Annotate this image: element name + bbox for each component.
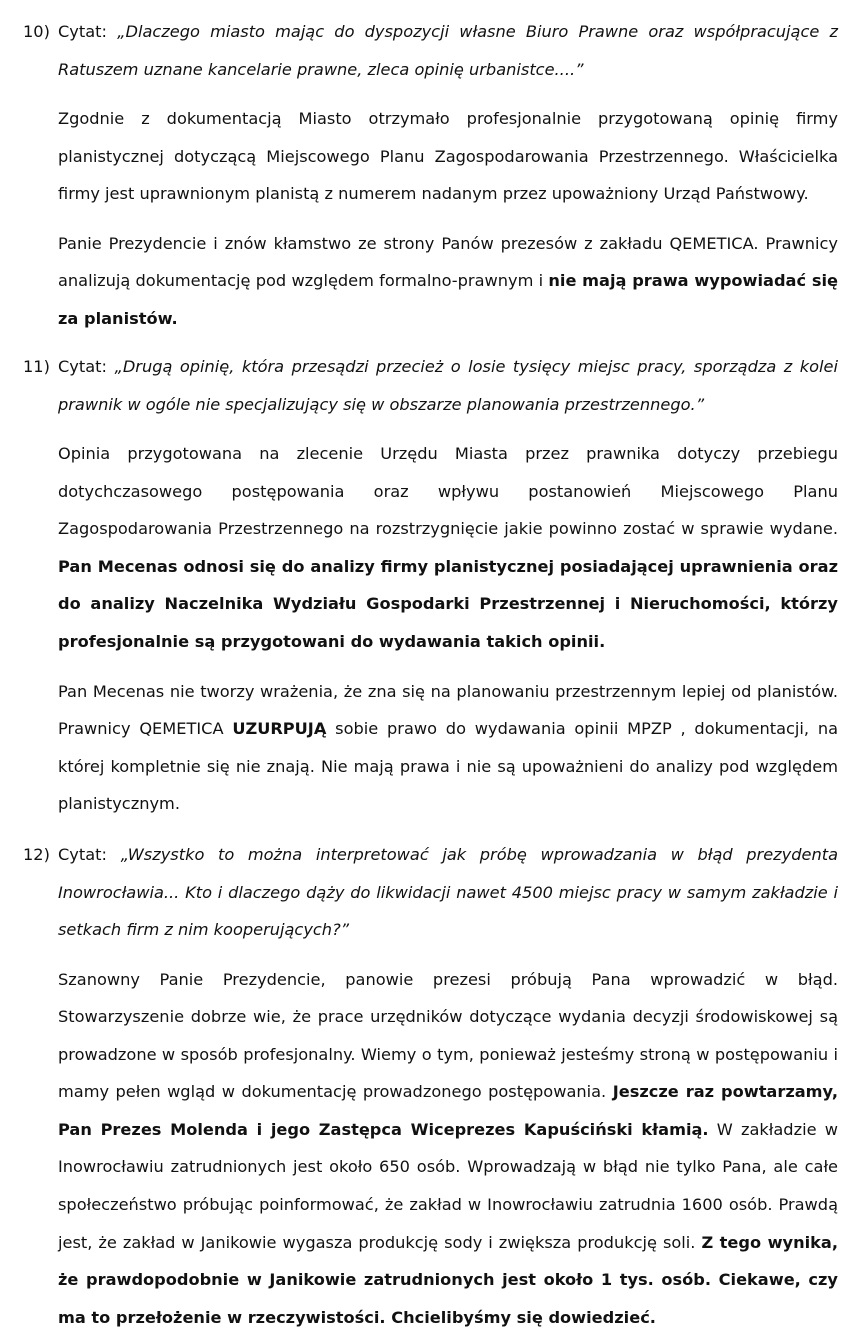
paragraph-text: Opinia przygotowana na zlecenie Urzędu Miasta przez prawnika dotyczy przebiegu dotychczasowego postępowania oraz wpływu postanowień Miejscowego Planu Zagospodarowania Przestrzennego na rozstrzygnięcie jakie powinno zostać w sprawie wydane. [58, 444, 838, 539]
item-content [58, 13, 838, 338]
quote-text: „Drugą opinię, która przesądzi przecież o losie tysięcy miejsc pracy, sporządza z kolei prawnik w ogóle nie specjalizujący się w obszarze planowania przestrzennego.” [58, 357, 838, 414]
paragraph-text: Panie Prezydencie i znów kłamstwo ze strony Panów prezesów z zakładu QEMETICA. Prawnicy analizują dokumentację pod względem formalno-prawnym i [58, 233, 838, 291]
bold-text: UZURPUJĄ [232, 719, 327, 739]
cytat-label: Cytat: [58, 22, 107, 41]
item-content [58, 348, 838, 823]
item-number: 12) [23, 845, 50, 864]
paragraph-text: W zakładzie w Inowrocławiu zatrudnionych jest około 650 osób. Wprowadzają w błąd nie tylko Pana, ale całe społeczeństwo próbując poinformować, że zakład w Inowrocławiu zatrudnia 1600 osób. Prawdą jest, że zakład w Janikowie wygasza produkcję sody i zwiększa produkcję soli. [58, 1119, 838, 1252]
cytat-label: Cytat: [58, 357, 107, 376]
item-number: 11) [23, 357, 50, 376]
item-content [58, 836, 838, 1336]
response-paragraph [58, 225, 838, 338]
paragraph-text: Szanowny Panie Prezydencie, panowie prezesi próbują Pana wprowadzić w błąd. Stowarzyszenie dobrze wie, że prace urzędników dotyczące wydania decyzji środowiskowej są prowadzone w sposób profesjonalny. Wiemy o tym, ponieważ jesteśmy stroną w postępowaniu i mamy pełen wgląd w dokumentację prowadzonego postępowania. [58, 969, 838, 1102]
bold-text: Jeszcze raz powtarzamy, Pan Prezes Molenda i jego Zastępca Wiceprezes Kapuściński kłamią. [58, 1082, 838, 1139]
paragraph-text: Pan Mecenas nie tworzy wrażenia, że zna się na planowaniu przestrzennym lepiej od planistów. Prawnicy QEMETICA [58, 681, 838, 739]
quote-text: „Dlaczego miasto mając do dyspozycji własne Biuro Prawne oraz współpracujące z Ratuszem uznane kancelarie prawne, zleca opinię urbanistce....” [58, 22, 838, 79]
response-paragraph [58, 673, 838, 823]
bold-text: Z tego wynika, że prawdopodobnie w Janikowie zatrudnionych jest około 1 tys. osób. Ciekawe, czy ma to przełożenie w rzeczywistości. Chcielibyśmy się dowiedzieć. [58, 1232, 838, 1327]
quote-block [58, 13, 838, 88]
item-number: 10) [23, 22, 50, 41]
quote-text: „Wszystko to można interpretować jak próbę wprowadzania w błąd prezydenta Inowrocławia... Kto i dlaczego dąży do likwidacji nawet 4500 miejsc pracy w samym zakładzie i setkach firm z nim kooperujących?” [58, 845, 838, 939]
quote-block [58, 836, 838, 949]
response-paragraph [58, 961, 838, 1337]
paragraph-text: sobie prawo do wydawania opinii MPZP , dokumentacji, na której kompletnie się nie znają. Nie mają prawa i nie są upoważnieni do analizy pod względem planistycznym. [58, 719, 838, 814]
bold-text: Pan Mecenas odnosi się do analizy firmy planistycznej posiadającej uprawnienia oraz do analizy Naczelnika Wydziału Gospodarki Przestrzennej i Nieruchomości, którzy profesjonalnie są przygotowani do wydawania takich opinii. [58, 556, 838, 651]
quote-block [58, 348, 838, 423]
cytat-label: Cytat: [58, 845, 107, 864]
response-paragraph [58, 435, 838, 661]
response-paragraph: Zgodnie z dokumentacją Miasto otrzymało profesjonalnie przygotowaną opinię firmy planistycznej dotyczącą Miejscowego Planu Zagospodarowania Przestrzennego. Właścicielka firmy jest uprawnionym planistą z numerem nadanym przez upoważniony Urząd Państwowy. [58, 109, 838, 204]
bold-text: nie mają prawa wypowiadać się za planistów. [58, 271, 838, 328]
